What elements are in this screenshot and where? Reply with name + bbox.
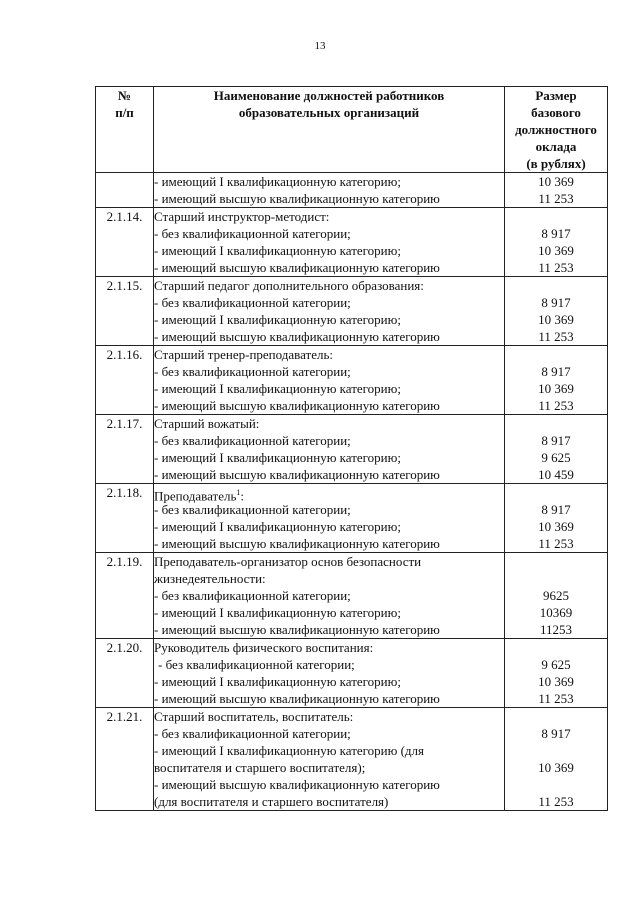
table-row [96,708,608,811]
salary-value: 11 253 [538,260,574,275]
row-salaries [505,277,608,346]
table-row [96,277,608,346]
category-line: - без квалификационной категории; [158,657,355,672]
table-header-row [96,87,608,173]
header-num-line: № [117,88,132,103]
category-line: - без квалификационной категории; [154,588,351,603]
category-line: - имеющий высшую квалификационную категорию [154,691,440,706]
category-line: - без квалификационной категории; [154,226,351,241]
row-salaries [505,639,608,708]
salary-value: 8 917 [541,433,571,448]
category-line: - без квалификационной категории; [154,295,351,310]
category-line: - имеющий высшую квалификационную категорию [154,398,440,413]
row-positions [154,639,505,708]
salary-value: 10 369 [538,760,574,775]
salary-value: 10 369 [538,381,574,396]
category-line: - имеющий высшую квалификационную категорию [154,622,440,637]
category-line: - имеющий высшую квалификационную категорию [154,329,440,344]
category-line: - без квалификационной категории; [154,726,351,741]
position-title: Старший вожатый: [154,416,260,431]
position-title: Старший педагог дополнительного образования: [154,278,424,293]
category-line: - имеющий I квалификационную категорию; [154,381,401,396]
salary-value: 10 369 [538,174,574,189]
salary-value: 10369 [539,605,573,620]
position-title-cont: жизнедеятельности: [154,571,266,586]
salary-value: 11 253 [538,191,574,206]
category-line: - без квалификационной категории; [154,502,351,517]
row-salaries [505,708,608,811]
category-line: - без квалификационной категории; [154,364,351,379]
header-name-line: образовательных организаций [238,105,420,120]
row-salaries [505,553,608,639]
category-line: - без квалификационной категории; [154,433,351,448]
category-line: (для воспитателя и старшего воспитателя) [154,794,389,809]
table-row [96,484,608,553]
salary-value: 11253 [539,622,573,637]
row-number: 2.1.16. [96,346,154,415]
position-title: Старший инструктор-методист: [154,209,330,224]
category-line: - имеющий I квалификационную категорию; [154,519,401,534]
salary-value: 8 917 [541,295,571,310]
header-salary-line: базового [531,105,581,120]
row-salaries [505,484,608,553]
row-number: 2.1.17. [96,415,154,484]
category-line: - имеющий высшую квалификационную категорию [154,260,440,275]
table-row [96,208,608,277]
row-number: 2.1.15. [96,277,154,346]
row-positions [154,277,505,346]
page-number: 13 [314,40,326,52]
table-row [96,346,608,415]
header-salary-line: оклада [535,139,577,154]
position-title [154,484,504,504]
row-number: 2.1.21. [96,708,154,811]
row-positions [154,173,505,208]
category-line: - имеющий I квалификационную категорию; [154,174,401,189]
category-line: - имеющий I квалификационную категорию; [154,674,401,689]
header-num-line: п/п [115,105,134,120]
category-line: - имеющий высшую квалификационную категорию [154,191,440,206]
salary-value: 8 917 [541,226,571,241]
header-salary [505,87,608,173]
salary-value: 10 459 [538,467,574,482]
row-positions [154,346,505,415]
category-line: - имеющий I квалификационную категорию; [154,312,401,327]
category-line: - имеющий I квалификационную категорию (для [154,743,425,758]
salary-value: 8 917 [541,726,571,741]
category-line: - имеющий высшую квалификационную категорию [154,536,440,551]
salary-value: 11 253 [538,398,574,413]
salary-value: 11 253 [538,794,574,809]
table-row [96,639,608,708]
salary-table [95,86,608,811]
row-salaries [505,346,608,415]
table-row [96,553,608,639]
row-salaries [505,208,608,277]
salary-value: 11 253 [538,691,574,706]
row-positions [154,208,505,277]
salary-value: 9625 [543,588,569,603]
row-salaries [505,173,608,208]
category-line: - имеющий I квалификационную категорию; [154,450,401,465]
position-title: Старший воспитатель, воспитатель: [154,709,354,724]
row-positions [154,415,505,484]
salary-value: 10 369 [538,674,574,689]
salary-value: 10 369 [538,519,574,534]
header-salary-line: (в рублях) [526,156,586,171]
header-salary-line: должностного [515,122,597,137]
salary-value: 8 917 [541,364,571,379]
salary-value: 10 369 [538,243,574,258]
category-line: - имеющий высшую квалификационную категорию [154,777,440,792]
row-num-empty [96,173,154,208]
row-number: 2.1.20. [96,639,154,708]
position-title: Руководитель физического воспитания: [154,640,374,655]
salary-value: 8 917 [541,502,571,517]
salary-value: 9 625 [541,450,571,465]
position-title: Старший тренер-преподаватель: [154,347,334,362]
position-title-text: Преподаватель [154,488,237,504]
category-line: - имеющий I квалификационную категорию; [154,243,401,258]
header-name-line: Наименование должностей работников [213,88,445,103]
footnote-mark: 1 [236,488,241,497]
table-row [96,415,608,484]
table-row-continuation [96,173,608,208]
salary-value: 10 369 [538,312,574,327]
row-number: 2.1.18. [96,484,154,553]
category-line: - имеющий I квалификационную категорию; [154,605,401,620]
category-line: - имеющий высшую квалификационную категорию [154,467,440,482]
position-title: Преподаватель-организатор основ безопасности [154,554,422,569]
salary-value: 9 625 [541,657,571,672]
row-number: 2.1.19. [96,553,154,639]
row-positions [154,484,505,553]
category-line: воспитателя и старшего воспитателя); [154,760,366,775]
row-positions [154,708,505,811]
row-number: 2.1.14. [96,208,154,277]
header-num [96,87,154,173]
row-positions [154,553,505,639]
row-salaries [505,415,608,484]
header-name [154,87,505,173]
header-salary-line: Размер [535,88,577,103]
salary-value: 11 253 [538,536,574,551]
salary-value: 11 253 [538,329,574,344]
position-title-suffix: : [240,488,245,504]
